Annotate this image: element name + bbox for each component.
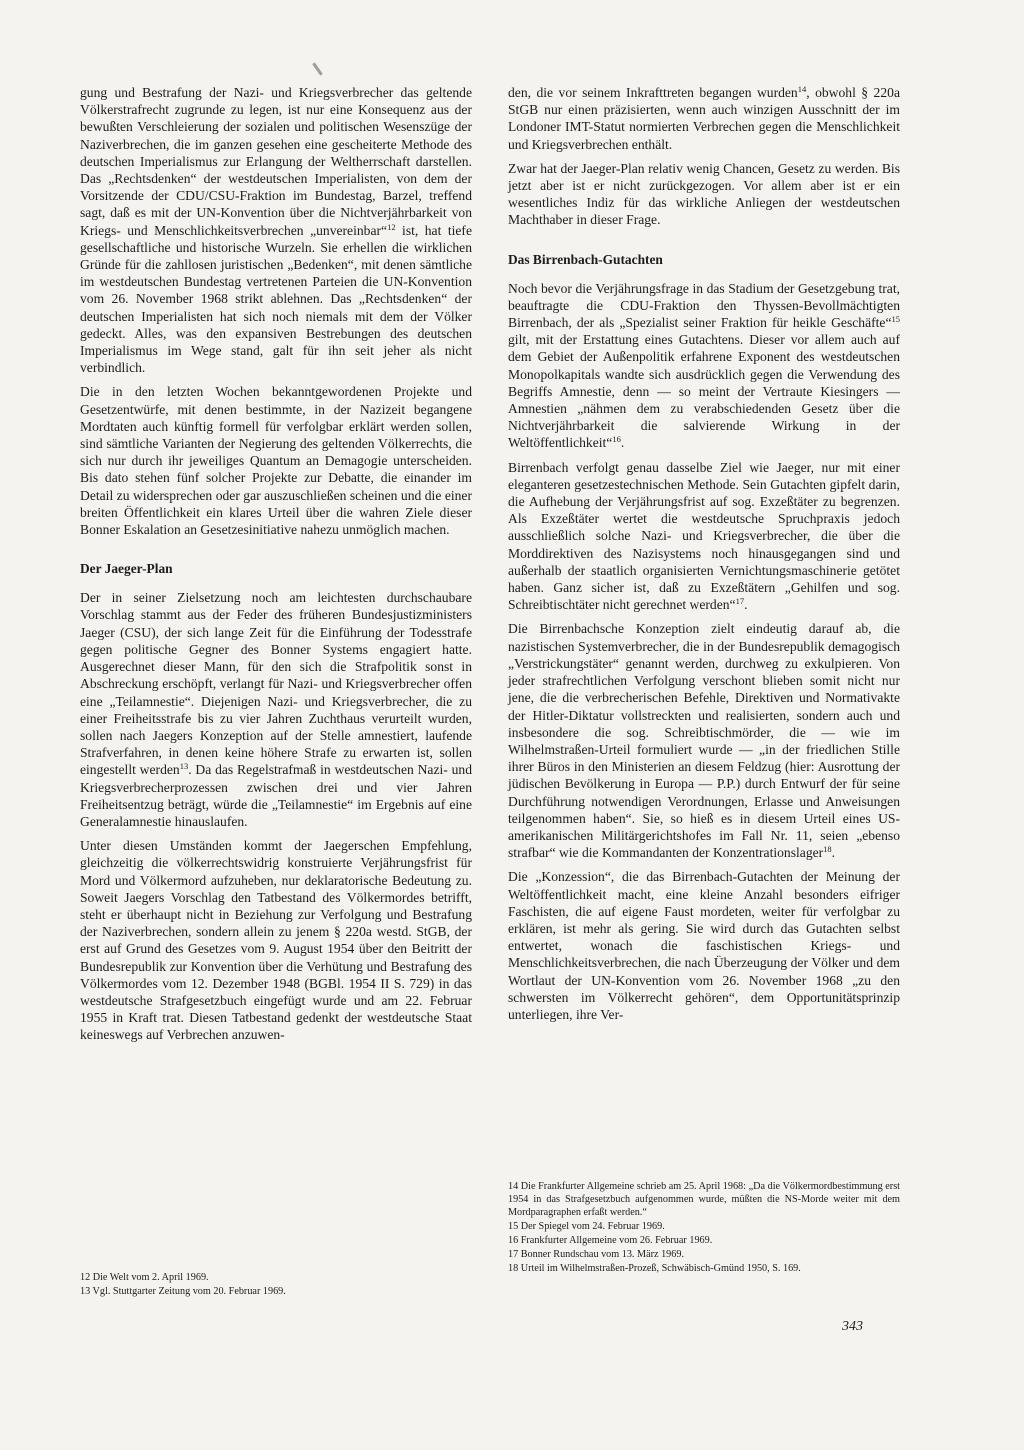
footnote-ref[interactable]: 12 — [387, 221, 396, 232]
paragraph: Die Birrenbachsche Konzeption zielt eindeutig darauf ab, die nazistischen Systemverbrecher, die in der Bundesrepublik demagogisch „Verstrickungstäter“ genannt werden, durchweg zu exkulpieren. Von jeder strafrechtlichen Verfolgung verschont blieben somit nicht nur jene, die die verbrecherischen Befehle, Direktiven und Normativakte der Hitler-Diktatur vollstreckten und realisierten, sondern auch und insbesondere die sog. Schreibtischmörder, die — wie im Wilhelmstraßen-Urteil formuliert wurde — „in der friedlichen Stille ihrer Büros in den Ministerien an diesem Feldzug (hier: Ausrottung der jüdischen Bevölkerung in Europa — P.P.) durch Entwurf der für seine Durchführung notwendigen Verordnungen, Erlasse und Anweisungen teilgenommen haben“. Sie, so hieß es in diesem Urteil eines US-amerikanischen Militärgerichtshofes im Fall Nr. 11, seien „ebenso strafbar“ wie die Kommandanten der Konzentrationslager$^{18}$. — [508, 621, 900, 861]
footnotes-right — [508, 1180, 900, 1276]
paragraph: Die „Konzession“, die das Birrenbach-Gutachten der Meinung der Weltöffentlichkeit macht, eine kleine Anzahl besonders eifriger Faschisten, die auf eigene Faust mordeten, weiter für verfolgbar zu erklären, ist mehr als gering. Sie wird durch das Gutachten selbst entwertet, wonach die faschistischen Kriegs- und Menschlichkeitsverbrechen, die nach Überzeugung der Völker und dem Wortlaut der UN-Konvention vom 26. November 1968 „zu den schwersten im Völkerrecht gehören“, dem Opportunitätsprinzip unterliegen, ihre Ver- — [508, 869, 900, 1022]
paragraph: Unter diesen Umständen kommt der Jaegerschen Empfehlung, gleichzeitig die völkerrechtswidrig konstruierte Verjährungsfrist für Mord und Völkermord aufzuheben, nur deklaratorische Bedeutung zu. Soweit Jaegers Vorschlag den Tatbestand des Völkermordes betrifft, steht er überhaupt nicht in Beziehung zur Verfolgung und Bestrafung der Naziverbrechen, sondern allein zu jenem § 220a westd. StGB, der erst auf Grund des Gesetzes vom 9. August 1954 über den Beitritt der Bundesrepublik zur Konvention über die Verhütung und Bestrafung des Völkermordes vom 12. Dezember 1948 (BGBl. 1954 II S. 729) in das westdeutsche Strafgesetzbuch eingefügt wurde und am 22. Februar 1955 in Kraft trat. Diesen Tatbestand gedenkt der westdeutsche Staat keineswegs auf Verbrechen anzuwen- — [80, 838, 472, 1043]
footnote: 16 Frankfurter Allgemeine vom 26. Februar 1969. — [508, 1235, 713, 1246]
footnote: 15 Der Spiegel vom 24. Februar 1969. — [508, 1221, 665, 1232]
footnote-ref[interactable]: 18 — [823, 844, 832, 855]
footnote: 17 Bonner Rundschau vom 13. März 1969. — [508, 1249, 684, 1260]
page-number: 343 — [842, 1319, 863, 1334]
left-column — [80, 84, 472, 1051]
footnote-ref[interactable]: 13 — [179, 761, 189, 772]
footnote: 18 Urteil im Wilhelmstraßen-Prozeß, Schwäbisch-Gmünd 1950, S. 169. — [508, 1263, 801, 1274]
paragraph: Der in seiner Zielsetzung noch am leichtesten durchschaubare Vorschlag stammt aus der Feder des früheren Bundesjustizministers Jaeger (CSU), der sich lange Zeit für die Einführung der Todesstrafe gegen politische Gegner des Bonner Systems engagiert hatte. Ausgerechnet dieser Mann, für den sich die Strafpolitik sonst in Abschreckung erschöpft, verlangt für Nazi- und Kriegsverbrecher offen eine „Teilamnestie“. Diejenigen Nazi- und Kriegsverbrecher, die zu einer Freiheitsstrafe bis zu vier Jahren Zuchthaus verurteilt wurden, sollen nach Jaegers Konzeption auf der Stelle amnestiert, laufende Strafverfahren, in denen keine höhere Strafe zu erwarten ist, sollen eingestellt werden$^{13}$. Da das Regelstrafmaß in westdeutschen Nazi- und Kriegsverbrecherprozessen zwischen drei und vier Jahren Freiheitsentzug beträgt, würde die „Teilamnestie“ im Ergebnis auf eine Generalamnestie hinauslaufen. — [80, 590, 472, 829]
footnote-ref[interactable]: 15 — [891, 314, 900, 325]
section-heading: Das Birrenbach-Gutachten — [508, 251, 663, 267]
section-heading: Der Jaeger-Plan — [80, 561, 173, 577]
paragraph: Noch bevor die Verjährungsfrage in das Stadium der Gesetzgebung trat, beauftragte die CDU-Fraktion den Thyssen-Bevollmächtigten Birrenbach, der als „Spezialist seiner Fraktion für heikle Geschäfte“$^{15}$ gilt, mit der Erstattung eines Gutachtens. Dieser vor allem auch auf dem Gebiet der Außenpolitik erfahrene Exponent des westdeutschen Monopolkapitals wandte sich ausdrücklich gegen die Verwendung des Begriffs Amnestie, denn — so meint der Vertraute Kiesingers — Amnestien „nähmen dem zu verabschiedenden Gesetz über die Nichtverjährbarkeit die salvierende Wirkung in der Weltöffentlichkeit“$^{16}$. — [508, 280, 900, 451]
paragraph: Zwar hat der Jaeger-Plan relativ wenig Chancen, Gesetz zu werden. Bis jetzt aber ist er nicht zurückgezogen. Vor allem aber ist er ein wesentliches Indiz für das wirkliche Anliegen der westdeutschen Machthaber in dieser Frage. — [508, 160, 900, 228]
paragraph: gung und Bestrafung der Nazi- und Kriegsverbrecher das geltende Völkerstrafrecht zugrunde zu legen, ist nur eine Konsequenz aus der bewußten Verschleierung der sozialen und politischen Wesenszüge der Naziverbrechen, die im ganzen gesehen eine gescheiterte Methode des deutschen Imperialismus zur Erlangung der Weltherrschaft darstellen. Das „Rechtsdenken“ der westdeutschen Imperialisten, von dem der Vorsitzende der CDU/CSU-Fraktion im Bundestag, Barzel, treffend sagt, daß es mit der UN-Konvention über die Nichtverjährbarkeit von Kriegs- und Menschlichkeitsverbrechen „unvereinbar“$^{12}$ ist, hat tiefe gesellschaftliche und historische Wurzeln. Sie erhellen die wirklichen Gründe für die zahllosen juristischen „Bedenken“, mit denen sämtliche im westdeutschen Bundestag vertretenen Parteien die UN-Konvention vom 26. November 1968 strikt ablehnen. Das „Rechtsdenken“ der deutschen Imperialisten hat sich noch niemals mit dem der Völker gedeckt. Alles, was den expansiven Bestrebungen des deutschen Imperialismus im Wege stand, galt für ihn seit jeher als nicht verbindlich. — [80, 85, 472, 376]
paragraph: den, die vor seinem Inkrafttreten begangen wurden$^{14}$, obwohl § 220a StGB nur einen präzisierten, wenn auch winzigen Ausschnitt der im Londoner IMT-Statut normierten Verbrechen gegen die Menschlichkeit und Kriegsverbrechen enthält. — [508, 84, 900, 152]
footnotes-left — [80, 1271, 472, 1299]
footnote-ref[interactable]: 16 — [612, 434, 621, 445]
footnote: 13 Vgl. Stuttgarter Zeitung vom 20. Februar 1969. — [80, 1286, 286, 1297]
footnote-ref[interactable]: 14 — [797, 84, 807, 94]
paragraph: Birrenbach verfolgt genau dasselbe Ziel wie Jaeger, nur mit einer eleganteren gesetzestechnischen Methode. Sein Gutachten gipfelt darin, die Aufhebung der Verjährungsfrist auf sog. Exzeßtäter zu begrenzen. Als Exzeßtäter wertet die westdeutsche Spruchpraxis jedoch ausschließlich solche Nazi- und Kriegsverbrecher, die über die Morddirektiven des Nazisystems noch hinausgegangen sind und außerhalb der staatlich organisierten Vernichtungsmaschinerie getötet haben. Ganz sicher ist, daß zu Exzeßtätern „Gehilfen und sog. Schreibtischtäter nicht gerechnet werden“$^{17}$. — [508, 459, 900, 613]
right-column — [508, 84, 900, 1030]
footnote: 12 Die Welt vom 2. April 1969. — [80, 1272, 209, 1283]
footnote: 14 Die Frankfurter Allgemeine schrieb am 25. April 1968: „Da die Völkermordbestimmung erst 1954 in das Strafgesetzbuch aufgenommen wurde, müßten die NS-Morde weiter mit dem Mordparagraphen erfaßt werden.“ — [508, 1181, 900, 1218]
paragraph: Die in den letzten Wochen bekanntgewordenen Projekte und Gesetzentwürfe, mit denen bestimmte, in der Nazizeit begangene Mordtaten auch künftig formell für verfolgbar erklärt werden sollen, sind sämtliche Varianten der Negierung des geltenden Völkerrechts, die sich nur durch ihr jeweiliges Quantum an Demagogie unterscheiden. Bis dato stehen fünf solcher Projekte zur Debatte, die einander im Detail zu widersprechen oder gar auszuschließen scheinen und die einer breiten Öffentlichkeit ein klares Urteil über die wahren Ziele dieser Bonner Eskalation an Gesetzesinitiative nahezu unmöglich machen. — [80, 384, 472, 538]
footnote-ref[interactable]: 17 — [735, 596, 745, 607]
scan-speck — [312, 62, 322, 75]
